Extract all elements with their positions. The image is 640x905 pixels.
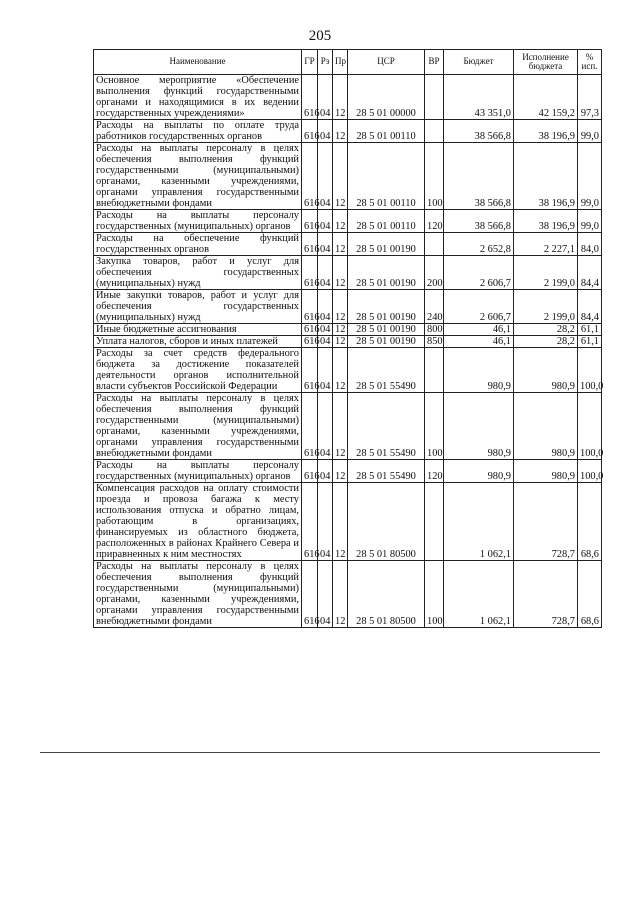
row-pr: 12 (333, 348, 348, 393)
row-csr: 28 5 01 00190 (348, 290, 425, 324)
row-pr: 12 (333, 256, 348, 290)
table-row (94, 561, 602, 628)
row-rz: 04 (318, 233, 333, 256)
table-row (94, 210, 602, 233)
row-execution: 28,2 (514, 336, 578, 348)
row-csr: 28 5 01 00110 (348, 143, 425, 210)
row-csr: 28 5 01 80500 (348, 561, 425, 628)
row-rz: 04 (318, 120, 333, 143)
row-execution: 38 196,9 (514, 143, 578, 210)
table-row (94, 393, 602, 460)
row-execution: 38 196,9 (514, 210, 578, 233)
row-name: Расходы на выплаты персоналу в целях обеспечения выполнения функций государственными (муниципальными) органами, казенными учреждениями, органами управления государственными внебюджетными фондами (94, 561, 302, 628)
row-name: Расходы на выплаты персоналу государственных (муниципальных) органов (94, 460, 302, 483)
header-execution: Исполнение бюджета (514, 50, 578, 75)
row-pr: 12 (333, 393, 348, 460)
row-percent: 99,0 (578, 210, 602, 233)
row-csr: 28 5 01 00190 (348, 233, 425, 256)
row-rz: 04 (318, 75, 333, 120)
row-budget: 2 606,7 (444, 290, 514, 324)
row-execution: 42 159,2 (514, 75, 578, 120)
row-pr: 12 (333, 483, 348, 561)
row-rz: 04 (318, 290, 333, 324)
table-row (94, 143, 602, 210)
table-row (94, 256, 602, 290)
row-name: Уплата налогов, сборов и иных платежей (94, 336, 302, 348)
header-budget: Бюджет (444, 50, 514, 75)
page-number: 205 (308, 28, 332, 44)
row-name: Расходы за счет средств федерального бюджета за достижение показателей деятельности органов исполнительной власти субъектов Российской Федерации (94, 348, 302, 393)
row-vr: 850 (425, 336, 444, 348)
row-gr: 616 (302, 561, 318, 628)
row-vr (425, 75, 444, 120)
row-csr: 28 5 01 00190 (348, 336, 425, 348)
row-vr (425, 120, 444, 143)
row-pr: 12 (333, 233, 348, 256)
row-percent: 68,6 (578, 561, 602, 628)
row-gr: 616 (302, 324, 318, 336)
row-percent: 61,1 (578, 324, 602, 336)
table-row (94, 75, 602, 120)
header-gr: ГР (302, 50, 318, 75)
row-execution: 980,9 (514, 393, 578, 460)
row-csr: 28 5 01 55490 (348, 393, 425, 460)
row-gr: 616 (302, 290, 318, 324)
row-gr: 616 (302, 393, 318, 460)
row-budget: 43 351,0 (444, 75, 514, 120)
row-vr: 200 (425, 256, 444, 290)
row-rz: 04 (318, 460, 333, 483)
row-vr: 100 (425, 561, 444, 628)
row-budget: 980,9 (444, 460, 514, 483)
row-rz: 04 (318, 256, 333, 290)
header-rz: Рз (318, 50, 333, 75)
row-budget: 46,1 (444, 336, 514, 348)
header-pr: Пр (333, 50, 348, 75)
row-name: Иные бюджетные ассигнования (94, 324, 302, 336)
row-execution: 38 196,9 (514, 120, 578, 143)
row-gr: 616 (302, 256, 318, 290)
row-execution: 980,9 (514, 460, 578, 483)
row-budget: 38 566,8 (444, 143, 514, 210)
row-name: Расходы на выплаты персоналу в целях обеспечения выполнения функций государственными (муниципальными) органами, казенными учреждениями, органами управления государственными внебюджетными фондами (94, 143, 302, 210)
row-gr: 616 (302, 210, 318, 233)
row-pr: 12 (333, 290, 348, 324)
row-rz: 04 (318, 393, 333, 460)
row-vr: 240 (425, 290, 444, 324)
row-execution: 2 227,1 (514, 233, 578, 256)
row-percent: 100,0 (578, 348, 602, 393)
table-row (94, 324, 602, 336)
row-budget: 1 062,1 (444, 561, 514, 628)
row-name: Закупка товаров, работ и услуг для обеспечения государственных (муниципальных) нужд (94, 256, 302, 290)
row-percent: 68,6 (578, 483, 602, 561)
row-name: Расходы на обеспечение функций государственных органов (94, 233, 302, 256)
row-budget: 2 652,8 (444, 233, 514, 256)
row-csr: 28 5 01 00000 (348, 75, 425, 120)
row-budget: 46,1 (444, 324, 514, 336)
row-vr: 100 (425, 393, 444, 460)
row-rz: 04 (318, 210, 333, 233)
table-row (94, 460, 602, 483)
row-pr: 12 (333, 210, 348, 233)
row-budget: 2 606,7 (444, 256, 514, 290)
row-pr: 12 (333, 120, 348, 143)
row-pr: 12 (333, 143, 348, 210)
table-row (94, 120, 602, 143)
row-gr: 616 (302, 233, 318, 256)
table-row (94, 483, 602, 561)
row-vr (425, 483, 444, 561)
row-gr: 616 (302, 75, 318, 120)
row-csr: 28 5 01 55490 (348, 460, 425, 483)
header-vr: ВР (425, 50, 444, 75)
row-execution: 980,9 (514, 348, 578, 393)
row-name: Расходы на выплаты персоналу государственных (муниципальных) органов (94, 210, 302, 233)
row-name: Расходы на выплаты персоналу в целях обеспечения выполнения функций государственными (муниципальными) органами, казенными учреждениями, органами управления государственными внебюджетными фондами (94, 393, 302, 460)
row-pr: 12 (333, 561, 348, 628)
row-execution: 28,2 (514, 324, 578, 336)
row-pr: 12 (333, 324, 348, 336)
row-budget: 38 566,8 (444, 210, 514, 233)
row-gr: 616 (302, 120, 318, 143)
row-rz: 04 (318, 348, 333, 393)
budget-execution-table (93, 49, 602, 628)
row-execution: 2 199,0 (514, 256, 578, 290)
row-rz: 04 (318, 143, 333, 210)
row-percent: 84,0 (578, 233, 602, 256)
table-row (94, 290, 602, 324)
row-budget: 980,9 (444, 393, 514, 460)
row-gr: 616 (302, 483, 318, 561)
row-pr: 12 (333, 460, 348, 483)
page-divider-line (40, 752, 600, 753)
row-vr: 120 (425, 210, 444, 233)
row-vr: 800 (425, 324, 444, 336)
row-pr: 12 (333, 336, 348, 348)
row-rz: 04 (318, 561, 333, 628)
row-csr: 28 5 01 00190 (348, 324, 425, 336)
table-header-row (94, 50, 602, 75)
header-percent: % исп. (578, 50, 602, 75)
row-execution: 728,7 (514, 483, 578, 561)
row-vr (425, 348, 444, 393)
table-row (94, 336, 602, 348)
row-csr: 28 5 01 55490 (348, 348, 425, 393)
row-name: Расходы на выплаты по оплате труда работников государственных органов (94, 120, 302, 143)
row-budget: 1 062,1 (444, 483, 514, 561)
row-vr: 100 (425, 143, 444, 210)
row-csr: 28 5 01 00110 (348, 210, 425, 233)
row-vr: 120 (425, 460, 444, 483)
row-name: Иные закупки товаров, работ и услуг для обеспечения государственных (муниципальных) нужд (94, 290, 302, 324)
row-budget: 980,9 (444, 348, 514, 393)
row-percent: 100,0 (578, 460, 602, 483)
header-csr: ЦСР (348, 50, 425, 75)
row-percent: 61,1 (578, 336, 602, 348)
row-gr: 616 (302, 460, 318, 483)
table-row (94, 348, 602, 393)
header-name: Наименование (94, 50, 302, 75)
row-percent: 84,4 (578, 290, 602, 324)
table-row (94, 233, 602, 256)
row-rz: 04 (318, 483, 333, 561)
row-execution: 2 199,0 (514, 290, 578, 324)
row-percent: 99,0 (578, 120, 602, 143)
row-vr (425, 233, 444, 256)
row-budget: 38 566,8 (444, 120, 514, 143)
row-csr: 28 5 01 80500 (348, 483, 425, 561)
row-percent: 100,0 (578, 393, 602, 460)
row-csr: 28 5 01 00110 (348, 120, 425, 143)
row-percent: 99,0 (578, 143, 602, 210)
row-gr: 616 (302, 336, 318, 348)
row-gr: 616 (302, 143, 318, 210)
row-percent: 97,3 (578, 75, 602, 120)
row-gr: 616 (302, 348, 318, 393)
row-rz: 04 (318, 336, 333, 348)
row-csr: 28 5 01 00190 (348, 256, 425, 290)
row-percent: 84,4 (578, 256, 602, 290)
row-name: Основное мероприятие «Обеспечение выполнения функций государственными органами и находящимися в их ведении государственных учреждениями» (94, 75, 302, 120)
row-name: Компенсация расходов на оплату стоимости проезда и провоза багажа к месту использования отпуска и обратно лицам, работающим в организациях, финансируемых из областного бюджета, расположенных в районах Крайнего Севера и приравненных к ним местностях (94, 483, 302, 561)
row-pr: 12 (333, 75, 348, 120)
row-execution: 728,7 (514, 561, 578, 628)
row-rz: 04 (318, 324, 333, 336)
